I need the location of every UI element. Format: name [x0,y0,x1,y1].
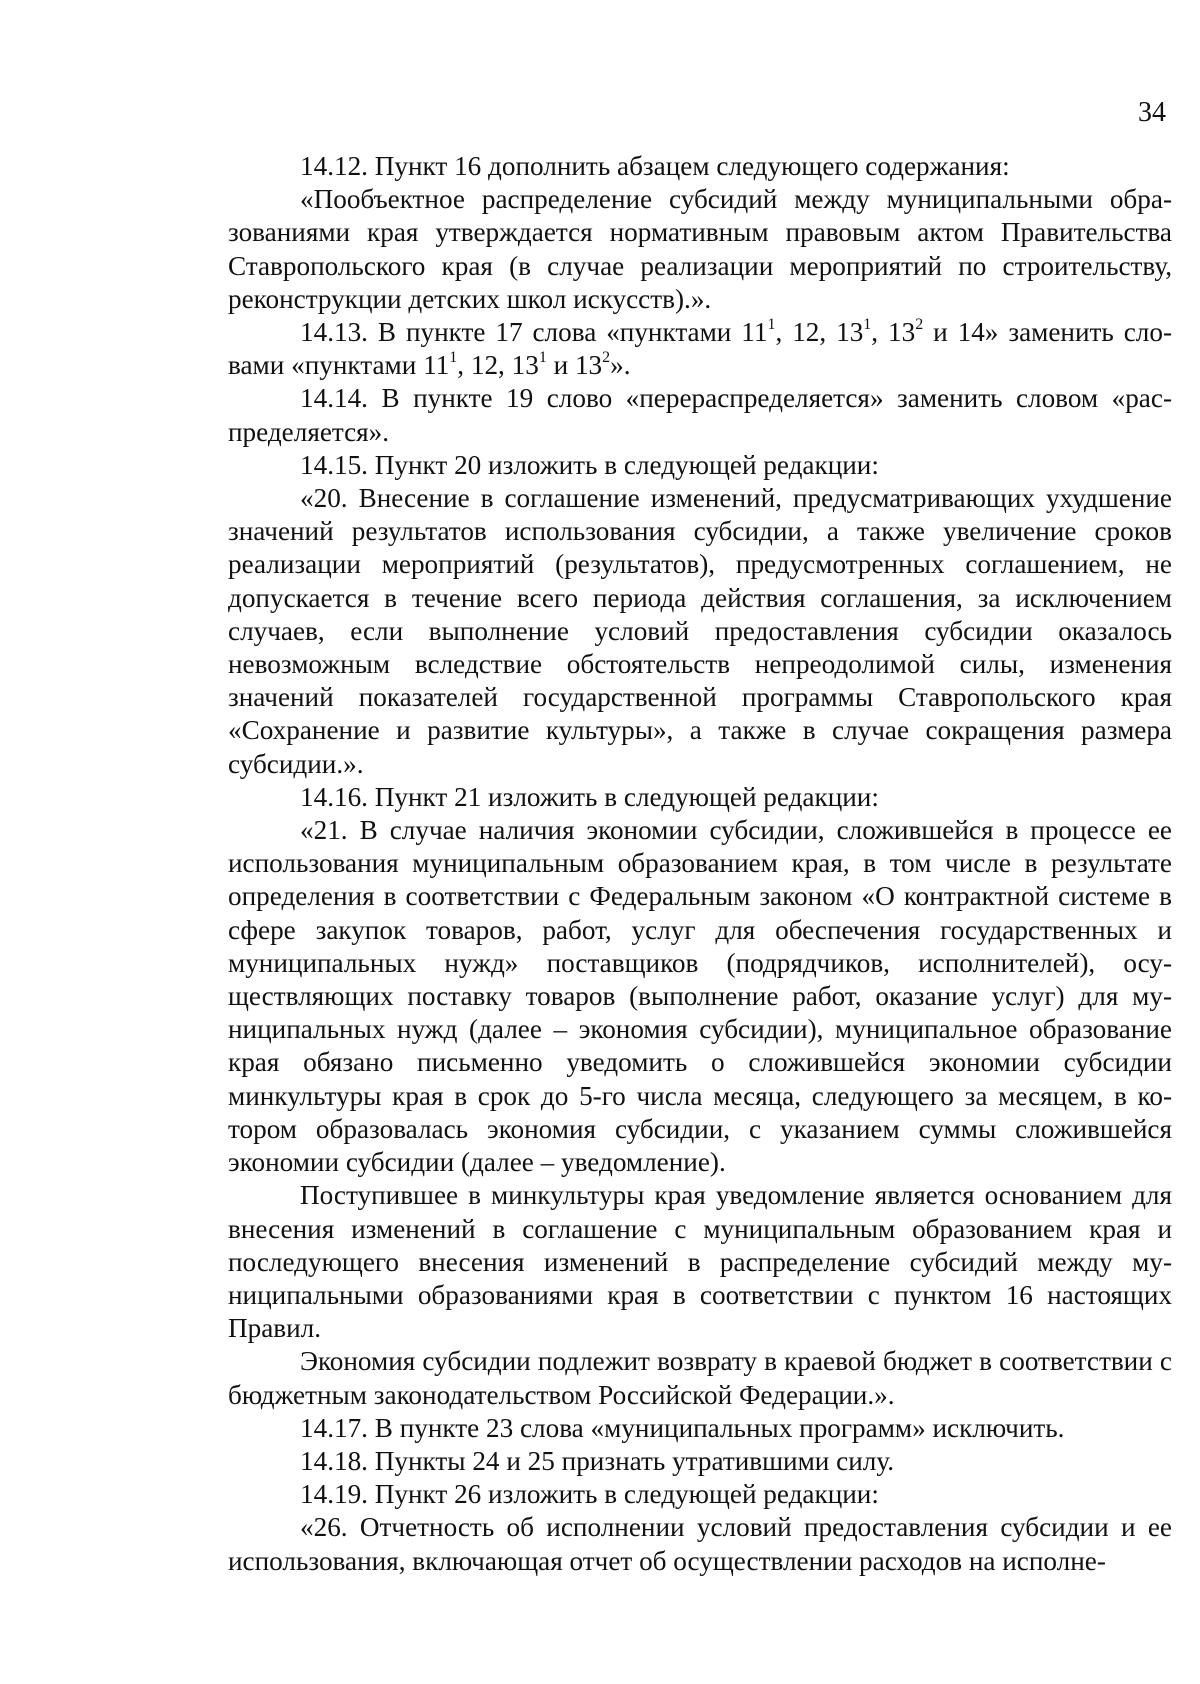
text-segment: 14.19. Пункт 26 изложить в следующей редакции: [300,1479,879,1510]
paragraph-p-14-16 [228,781,1172,814]
text-segment: , 12, 13 [457,350,539,381]
text-segment: 14.18. Пункты 24 и 25 признать утратившими силу. [300,1445,894,1476]
superscript-index: 1 [767,315,776,333]
superscript-index: 2 [915,315,924,333]
superscript-index: 1 [449,349,458,367]
paragraph-p-14-15-quote [228,482,1172,781]
paragraph-p-14-17 [228,1412,1172,1445]
text-segment: «Пообъектное распределение субсидий между муниципальными образованиями края утверждается нормативным правовым актом Правительства Ставропольского края (в случае реализации мероприятий по строительству, реконструкции детских школ искусств).». [228,184,1172,314]
superscript-index: 2 [602,349,611,367]
text-segment: Поступившее в минкультуры края уведомление является основанием для внесения изменений в соглашение с муниципальным образованием края и последующего внесения изменений в распределение субсидий между муниципальными образованиями края в соответствии с пунктом 16 настоящих Правил. [228,1180,1172,1344]
paragraph-p-notice [228,1179,1172,1345]
text-segment: , 12, 13 [775,317,864,348]
text-segment: 14.14. В пункте 19 слово «перераспределяется» заменить словом «распределяется». [228,383,1172,447]
paragraph-p-14-13 [228,316,1172,382]
text-segment: «20. Внесение в соглашение изменений, предусматривающих ухудшение значений результатов использования субсидии, а также увеличение сроков реализации мероприятий (результатов), предусмотренных соглашением, не допускается в течение всего периода действия соглашения, за исключением случаев, если выполнение условий предоставления субсидии оказалось невозможным вследствие обстоятельств непреодолимой силы, изменения значений показателей государственной программы Ставропольского края «Сохранение и развитие культуры», а также в случае сокращения размера субсидии.». [228,483,1172,779]
text-segment: 14.17. В пункте 23 слова «муниципальных программ» исключить. [300,1412,1065,1443]
paragraph-p-14-15 [228,449,1172,482]
paragraph-p-14-19 [228,1478,1172,1511]
text-segment: и 13 [546,350,603,381]
page-number: 34 [1138,97,1166,128]
superscript-index: 1 [538,349,547,367]
text-segment: «21. В случае наличия экономии субсидии, сложившейся в процессе ее использования муниципальным образованием края, в том числе в результате определения в соответствии с Федеральным законом «О контрактной системе в сфере закупок товаров, работ, услуг для обеспечения государственных и муниципальных нужд» поставщиков (подрядчиков, исполнителей), осуществляющих поставку товаров (выполнение работ, оказание услуг) для муниципальных нужд (далее – экономия субсидии), муниципальное образование края обязано письменно уведомить о сложившейся экономии субсидии минкультуры края в срок до 5-го числа месяца, следующего за месяцем, в котором образовалась экономия субсидии, с указанием суммы сложившейся экономии субсидии (далее – уведомление). [228,815,1172,1178]
paragraph-p-14-16-quote [228,814,1172,1179]
text-segment: «26. Отчетность об исполнении условий предоставления субсидии и ее использования, включающая отчет об осуществлении расходов на исполне- [228,1512,1172,1576]
text-segment: Экономия субсидии подлежит возврату в краевой бюджет в соответствии с бюджетным законодательством Российской Федерации.». [228,1346,1172,1410]
text-segment: и 14» заменить словами «пунктами 11 [228,317,1173,381]
paragraph-p-14-19-quote [228,1511,1172,1577]
text-segment: 14.16. Пункт 21 изложить в следующей редакции: [300,781,879,812]
paragraph-p-14-12 [228,150,1172,183]
text-segment: 14.12. Пункт 16 дополнить абзацем следующего содержания: [300,151,1010,181]
paragraph-p-14-18 [228,1445,1172,1478]
superscript-index: 1 [863,315,872,333]
text-segment: ». [610,350,631,381]
text-segment: , 13 [871,317,916,348]
paragraph-p-14-14 [228,382,1172,448]
text-segment: 14.15. Пункт 20 изложить в следующей редакции: [300,449,879,480]
text-segment: 14.13. В пункте 17 слова «пунктами 11 [300,317,768,348]
document-body [228,150,1172,1578]
paragraph-p-savings [228,1345,1172,1411]
paragraph-p-14-12-quote [228,183,1172,316]
